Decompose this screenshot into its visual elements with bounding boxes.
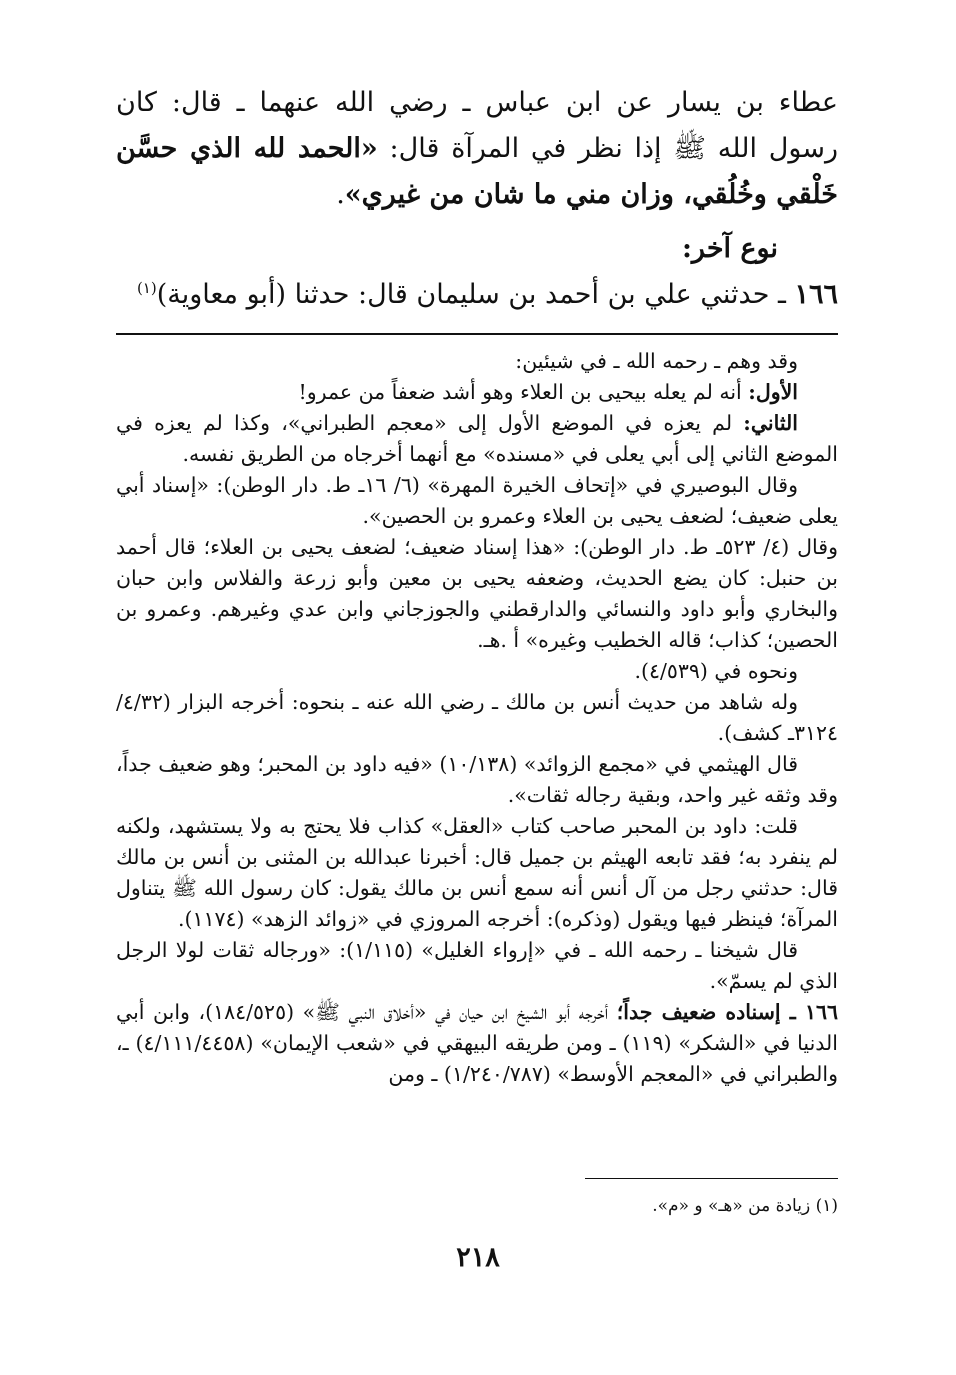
section-heading: نوع آخر: <box>681 233 778 264</box>
hadith-text: ـ حدثني علي بن أحمد بن سليمان قال: حدثنا (أبو معاوية) <box>156 279 795 310</box>
commentary <box>116 346 838 1090</box>
point-text: أنه لم يعله بيحيى بن العلاء وهو أشد ضعفاً من عمرو! <box>298 380 749 404</box>
hadith-166 <box>116 272 838 318</box>
commentary-line <box>116 377 838 408</box>
footnote-divider <box>585 1178 838 1179</box>
main-paragraph-text: عطاء بن يسار عن ابن عباس ـ رضي الله عنهما ـ قال: كان رسول الله ﷺ إذا نظر في المرآة قال: <box>116 87 838 164</box>
commentary-line <box>116 408 838 470</box>
main-paragraph <box>116 80 838 218</box>
point-text: لم يعزه في الموضع الأول إلى «معجم الطبراني»، وكذا لم يعزه في الموضع الثاني إلى أبي يعلى في «مسنده» مع أنهما أخرجاه من الطريق نفسه. <box>116 411 838 466</box>
commentary-line: ونحوه في (٤/٥٣٩). <box>634 659 798 683</box>
section-divider <box>116 333 838 335</box>
point-label: الثاني: <box>743 411 798 435</box>
commentary-line: وقد وهم ـ رحمه الله ـ في شيئين: <box>515 349 798 373</box>
commentary-line: وله شاهد من حديث أنس بن مالك ـ رضي الله عنه ـ بنحوه: أخرجه البزار (٤/٣٢/ ٣١٢٤ـ كشف). <box>116 690 838 745</box>
commentary-line <box>116 997 838 1090</box>
commentary-line: قال الهيثمي في «مجمع الزوائد» (١٠/١٣٨) «فيه داود بن المحبر؛ وهو ضعيف جداً، وقد وثقه غير واحد، وبقية رجاله ثقات». <box>116 752 838 807</box>
footnote: (١) زيادة من «هـ» و «م». <box>652 1196 838 1216</box>
hadith-quote: «الحمد لله الذي حسَّن خَلْقي وخُلُقي، وزان مني ما شان من غيري» <box>116 133 838 210</box>
hadith-number: ١٦٦ <box>794 279 838 310</box>
commentary-line: قال شيخنا ـ رحمه الله ـ في «إرواء الغليل» (١/١١٥): «ورجاله ثقات لولا الرجل الذي لم يسمّ». <box>116 938 838 993</box>
commentary-line: وقال البوصيري في «إتحاف الخيرة المهرة» (٦/ ١٦ـ ط. دار الوطن): «إسناد أبي يعلى ضعيف؛ لضعف يحيى بن العلاء وعمرو بن الحصين». <box>116 473 838 528</box>
footnote-marker: (١) <box>136 279 157 297</box>
hadith-grade: ١٦٦ ـ إسناده ضعيف جداً؛ <box>616 1000 839 1024</box>
point-label: الأول: <box>748 380 798 404</box>
commentary-line: قلت: داود بن المحبر صاحب كتاب «العقل» كذاب فلا يحتج به ولا يستشهد، ولكنه لم ينفرد به؛ فقد تابعه الهيثم بن جميل قال: أخبرنا عبدالله بن المثنى بن أنس بن مالك قال: حدثني رجل من آل أنس أنه سمع أنس بن مالك يقول: كان رسول الله ﷺ يتناول المرآة؛ فينظر فيها ويقول (وذكره): أخرجه المروزي في «زوائد الزهد» (١١٧٤). <box>116 814 838 931</box>
takhrij-text: أخرجه أبو الشيخ ابن حيان في «أخلاق النبي ﷺ» (١٨٤/٥٢٥)، وابن أبي الدنيا في «الشكر» (١١٩) ـ ومن طريقه البيهقي في «شعب الإيمان» (٤/١١١/٤٤٥٨) ـ، والطبراني في «المعجم الأوسط» (١/٢٤٠/٧٨٧) ـ ومن <box>116 1000 838 1086</box>
page-number: ٢١٨ <box>456 1242 500 1273</box>
main-text <box>116 80 838 318</box>
commentary-line: وقال (٤/ ٥٢٣ـ ط. دار الوطن): «هذا إسناد ضعيف؛ لضعف يحيى بن العلاء؛ قال أحمد بن حنبل: كان يضع الحديث، وضعفه يحيى بن معين وأبو زرعة والفلاس وابن حبان والبخاري وأبو داود والنسائي والدارقطني والجوزجاني وابن عدي وغيرهم. وعمرو بن الحصين؛ كذاب؛ قاله الخطيب وغيره» أ .هـ. <box>116 535 839 652</box>
punctuation: . <box>336 179 345 210</box>
